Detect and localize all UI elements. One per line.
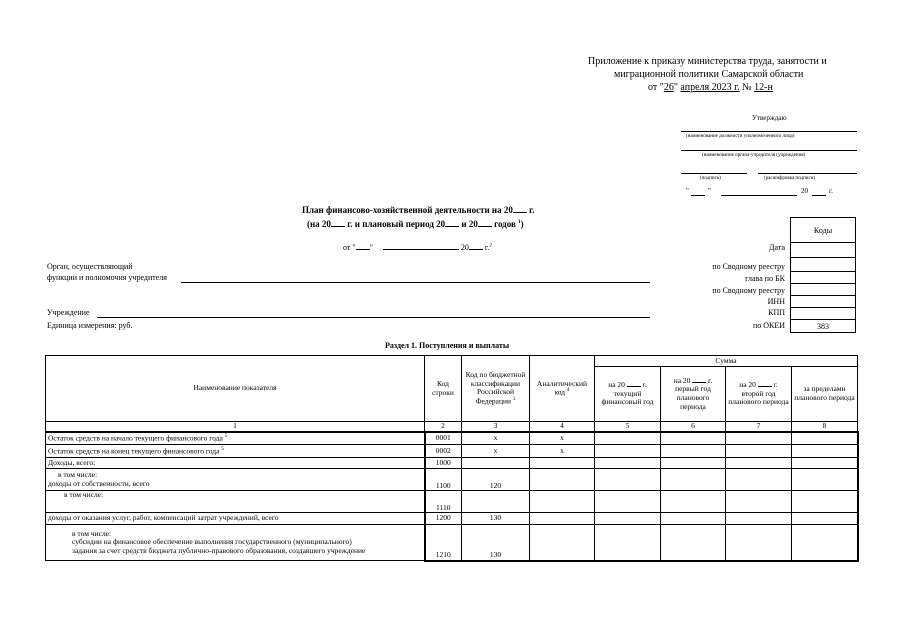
row-cell-first[interactable] [661, 491, 726, 513]
row-analytic: x [530, 432, 595, 445]
table-row [46, 469, 858, 491]
plan-date-sup: 2 [489, 243, 492, 249]
col-header-budget [462, 356, 530, 422]
finance-table [45, 355, 859, 562]
plan-title2-d: годов [494, 219, 516, 229]
unit-label: Единица измерения: руб. [47, 321, 133, 330]
plan-title-line1 [302, 205, 534, 215]
row-cell-current[interactable] [595, 458, 661, 469]
row-budget [462, 458, 530, 469]
col-header-current [595, 367, 661, 422]
row-cell-beyond[interactable] [792, 432, 858, 445]
organ-label-2: функции и полномочия учредителя [47, 273, 167, 282]
row-name [46, 469, 425, 491]
row-name-sub: в том числе: [72, 528, 112, 538]
codes-label-registry2: по Сводному реестру [712, 286, 785, 295]
approval-title: Утверждаю [752, 114, 787, 122]
row-cell-beyond[interactable] [792, 458, 858, 469]
institution-label: Учреждение [47, 308, 90, 317]
approval-position-line [681, 131, 857, 132]
row-budget: x [462, 445, 530, 458]
section-title: Раздел 1. Поступления и выплаты [385, 341, 510, 350]
plan-title2-c: и 20 [461, 219, 478, 229]
row-code: 1100 [425, 469, 462, 491]
approval-date-quote-open: " [686, 187, 689, 195]
approval-sign-caption: (подпись) [700, 176, 721, 181]
col-num: 2 [425, 422, 462, 432]
codes-label-date: Дата [769, 243, 785, 252]
plan-date-b: " [369, 243, 373, 252]
codes-value-kpp[interactable] [791, 308, 856, 320]
order-number: 12-н [754, 82, 773, 93]
col-num: 3 [462, 422, 530, 432]
col-second-a: на 20 [739, 380, 756, 390]
row-cell-beyond[interactable] [792, 469, 858, 491]
plan-title2-sup: 1 [518, 220, 521, 225]
col-header-analytic-text: Аналитический код [536, 378, 588, 397]
table-row [46, 525, 858, 561]
table-row [46, 513, 858, 525]
order-day: 26 [663, 82, 674, 93]
row-analytic [530, 469, 595, 491]
row-name-text: доходы от собственности, всего [48, 478, 150, 488]
col-second-b: г. [773, 380, 778, 390]
row-name [46, 525, 425, 561]
row-name-text: Остаток средств на начало текущего финансового года [48, 433, 223, 443]
plan-date-d: г. [484, 243, 490, 252]
codes-value-bk[interactable] [791, 272, 856, 284]
approval-org-line [681, 150, 857, 151]
row-name-sup: 5 [221, 446, 224, 452]
col-num: 8 [792, 422, 858, 432]
plan-title-suffix: г. [529, 205, 535, 215]
row-analytic [530, 525, 595, 561]
row-name: доходы от оказания услуг, работ, компенсаций затрат учреждений, всего [46, 513, 425, 525]
codes-value-okei[interactable]: 383 [791, 320, 856, 333]
row-analytic [530, 513, 595, 525]
plan-title-text: План финансово-хозяйственной деятельности на 20 [302, 205, 513, 215]
order-number-sign: № [742, 82, 752, 93]
approval-year-line [812, 195, 826, 196]
organ-field-line[interactable] [181, 282, 650, 283]
approval-month-line [721, 195, 797, 196]
row-cell-second[interactable] [726, 445, 792, 458]
row-code: 1000 [425, 458, 462, 469]
col-header-analytic-sup: 4 [567, 388, 570, 394]
row-budget: x [462, 432, 530, 445]
col-current-c: текущий финансовый год [601, 388, 654, 407]
row-name [46, 445, 425, 458]
row-cell-first[interactable] [661, 432, 726, 445]
col-header-budget-text: Код по бюджетной классификации Российской Федерации [465, 370, 526, 406]
row-budget [462, 491, 530, 513]
row-name-text-2: задания за счет средств бюджета публично-правового образования, создавшего учреждение [72, 545, 366, 555]
table-row [46, 445, 858, 458]
col-num: 7 [726, 422, 792, 432]
row-code: 0002 [425, 445, 462, 458]
col-header-sum: Сумма [595, 356, 858, 367]
row-code: 0001 [425, 432, 462, 445]
row-budget: 130 [462, 513, 530, 525]
col-header-budget-sup: 3 [512, 396, 516, 402]
order-header-line3 [648, 82, 773, 93]
codes-label-okei: по ОКЕИ [752, 321, 785, 330]
col-first-a: на 20 [673, 375, 691, 385]
approval-sign-line [681, 173, 747, 174]
row-cell-beyond[interactable] [792, 513, 858, 525]
row-cell-first[interactable] [661, 513, 726, 525]
row-name-sup: 5 [224, 433, 228, 439]
codes-table [790, 217, 856, 333]
row-cell-current[interactable] [595, 525, 661, 561]
row-cell-current[interactable] [595, 491, 661, 513]
col-num: 6 [661, 422, 726, 432]
row-cell-second[interactable] [726, 432, 792, 445]
row-cell-second[interactable] [726, 469, 792, 491]
row-cell-second[interactable] [726, 491, 792, 513]
row-analytic [530, 458, 595, 469]
plan-title-line2 [307, 219, 524, 229]
codes-value-date[interactable] [791, 243, 856, 258]
row-cell-second[interactable] [726, 525, 792, 561]
row-cell-first[interactable] [661, 469, 726, 491]
order-date: апреля 2023 г. [680, 82, 740, 93]
approval-date-year: 20 [801, 187, 808, 195]
order-header-line2: миграционной политики Самарской области [614, 69, 804, 80]
approval-decode-caption: (расшифровка подписи) [764, 176, 816, 181]
col-header-first [661, 367, 726, 422]
plan-date-a: от " [343, 243, 356, 252]
row-cell-current[interactable] [595, 445, 661, 458]
row-cell-current[interactable] [595, 469, 661, 491]
approval-date-suffix: г. [829, 187, 833, 195]
row-code: 1110 [425, 491, 462, 513]
row-cell-first[interactable] [661, 445, 726, 458]
codes-label-registry1: по Сводному реестру [712, 262, 785, 271]
col-header-analytic [530, 356, 595, 422]
institution-field-line[interactable] [97, 317, 650, 318]
codes-label-kpp: КПП [768, 308, 785, 317]
approval-day-line [691, 195, 705, 196]
order-quote: " [673, 82, 678, 93]
row-cell-first[interactable] [661, 458, 726, 469]
row-cell-beyond[interactable] [792, 491, 858, 513]
row-cell-first[interactable] [661, 525, 726, 561]
row-name [46, 432, 425, 445]
plan-title2-a: (на 20 [307, 219, 331, 229]
col-header-code: Код строки [425, 356, 462, 422]
order-date-prefix: от " [648, 82, 664, 93]
approval-decode-line [758, 173, 857, 174]
codes-value-inn[interactable] [791, 296, 856, 308]
col-header-beyond: за пределами планового периода [792, 367, 858, 422]
row-budget: 120 [462, 469, 530, 491]
row-code: 1200 [425, 513, 462, 525]
col-current-b: г. [642, 380, 647, 390]
row-cell-current[interactable] [595, 432, 661, 445]
approval-position-caption: (наименование должности уполномоченного лица) [686, 134, 795, 139]
codes-header: Коды [791, 218, 856, 243]
col-num: 5 [595, 422, 661, 432]
codes-value-registry1[interactable] [791, 258, 856, 272]
row-name-text: Остаток средств на конец текущего финансового года [48, 446, 220, 456]
plan-date-c: 20 [460, 243, 469, 252]
row-analytic [530, 491, 595, 513]
table-row [46, 458, 858, 469]
plan-title2-e: ) [520, 219, 524, 229]
row-cell-second[interactable] [726, 458, 792, 469]
table-row [46, 432, 858, 445]
col-header-second [726, 367, 792, 422]
plan-title2-b: г. и плановый период 20 [347, 219, 446, 229]
codes-value-registry2[interactable] [791, 284, 856, 296]
col-second-c: второй год планового периода [728, 388, 789, 407]
row-cell-current[interactable] [595, 513, 661, 525]
organ-label-1: Орган, осуществляющий [47, 262, 133, 271]
row-analytic: x [530, 445, 595, 458]
col-num: 4 [530, 422, 595, 432]
col-header-name: Наименование показателя [46, 356, 425, 422]
row-cell-beyond[interactable] [792, 445, 858, 458]
codes-label-bk: глава по БК [745, 274, 785, 283]
row-code: 1210 [425, 525, 462, 561]
plan-date [343, 243, 492, 252]
approval-org-caption: (наименование органа-учредителя (учреждения) [702, 153, 806, 158]
order-header-line1: Приложение к приказу министерства труда, занятости и [588, 56, 827, 67]
row-name: в том числе: [46, 491, 425, 513]
approval-date-quote-close: " [708, 187, 711, 195]
table-row [46, 491, 858, 513]
row-cell-beyond[interactable] [792, 525, 858, 561]
col-current-a: на 20 [608, 380, 625, 390]
col-first-c: первый год планового периода [675, 384, 711, 411]
row-name-text: субсидии на финансовое обеспечение выполнения государственного (муниципального) [72, 537, 352, 547]
codes-label-inn: ИНН [767, 297, 785, 306]
row-name: Доходы, всего: [46, 458, 425, 469]
col-num: 1 [46, 422, 425, 432]
row-budget: 130 [462, 525, 530, 561]
row-name-sub: в том числе: [58, 470, 98, 479]
col-first-b: г. [708, 375, 713, 385]
row-cell-second[interactable] [726, 513, 792, 525]
